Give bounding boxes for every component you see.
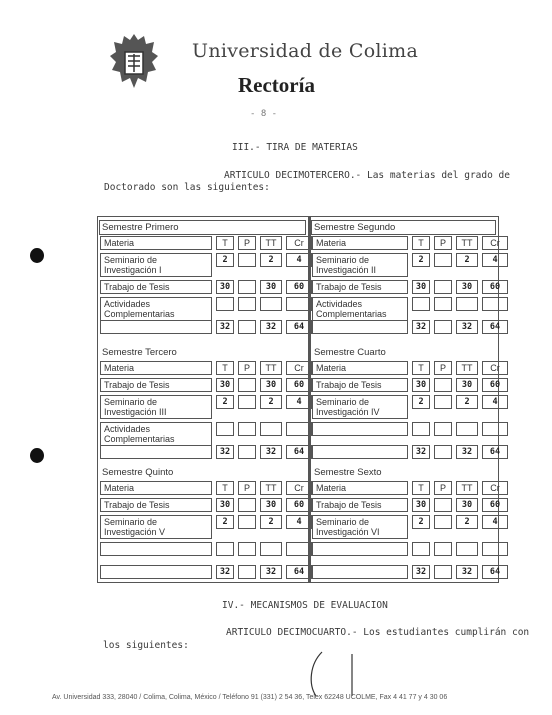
total-hours: 32 bbox=[456, 320, 478, 334]
column-header-cr: Cr bbox=[482, 481, 508, 495]
subject-name-line1: Trabajo de Tesis bbox=[316, 282, 382, 292]
subject-name-line2: Investigación V bbox=[104, 527, 166, 537]
office-title: Rectoría bbox=[238, 73, 315, 97]
credits: 60 bbox=[286, 378, 312, 392]
total-row-label bbox=[100, 320, 212, 334]
total-theory: 32 bbox=[216, 565, 234, 579]
hours-theory bbox=[412, 542, 430, 556]
subject-cell bbox=[100, 515, 212, 539]
column-header-materia: Materia bbox=[100, 481, 212, 495]
semester-title: Semestre Sexto bbox=[314, 467, 382, 478]
hours-theory: 2 bbox=[412, 515, 430, 529]
total-theory: 32 bbox=[412, 445, 430, 459]
hours-theory: 2 bbox=[216, 515, 234, 529]
credits: 4 bbox=[286, 395, 312, 409]
hours-practice bbox=[434, 253, 452, 267]
total-hours: 32 bbox=[456, 565, 478, 579]
hours-practice bbox=[238, 498, 256, 512]
subject-cell bbox=[312, 515, 408, 539]
credits bbox=[286, 542, 312, 556]
hours-theory: 30 bbox=[216, 498, 234, 512]
subject-cell bbox=[312, 253, 408, 277]
hours-total bbox=[260, 542, 282, 556]
total-theory: 32 bbox=[216, 320, 234, 334]
hours-total: 30 bbox=[260, 280, 282, 294]
hours-theory bbox=[412, 297, 430, 311]
hours-theory bbox=[412, 422, 430, 436]
column-header-p: P bbox=[238, 481, 256, 495]
column-header-materia: Materia bbox=[312, 481, 408, 495]
footer-address: Av. Universidad 333, 28040 / Colima, Colima, México / Teléfono 91 (331) 2 54 36, Telex 62248 UCOLME, Fax 4 41 77 y 4 30 06 bbox=[52, 694, 448, 701]
hours-practice bbox=[434, 422, 452, 436]
column-header-tt: TT bbox=[260, 481, 282, 495]
subject-name-line2: Investigación III bbox=[104, 407, 167, 417]
credits bbox=[286, 422, 312, 436]
total-row-label bbox=[312, 320, 408, 334]
hours-total: 30 bbox=[456, 280, 478, 294]
hours-theory bbox=[216, 542, 234, 556]
total-credits: 64 bbox=[482, 320, 508, 334]
total-hours: 32 bbox=[260, 445, 282, 459]
column-header-t: T bbox=[412, 236, 430, 250]
total-row-label bbox=[312, 565, 408, 579]
hours-total: 2 bbox=[456, 253, 478, 267]
subject-name-line1: Trabajo de Tesis bbox=[316, 380, 382, 390]
punch-hole bbox=[30, 448, 44, 463]
column-header-p: P bbox=[434, 361, 452, 375]
total-credits: 64 bbox=[286, 320, 312, 334]
article-14-line1: ARTICULO DECIMOCUARTO.- Los estudiantes cumplirán con bbox=[226, 627, 530, 638]
credits: 4 bbox=[482, 253, 508, 267]
hours-theory: 2 bbox=[216, 395, 234, 409]
subject-name-line2: Investigación IV bbox=[316, 407, 380, 417]
subject-name-line2: Complementarias bbox=[104, 434, 175, 444]
column-header-p: P bbox=[238, 236, 256, 250]
column-header-p: P bbox=[238, 361, 256, 375]
hours-theory: 30 bbox=[216, 378, 234, 392]
hours-theory: 30 bbox=[412, 378, 430, 392]
column-header-cr: Cr bbox=[286, 481, 312, 495]
subject-cell bbox=[100, 280, 212, 294]
column-header-p: P bbox=[434, 481, 452, 495]
subject-cell bbox=[100, 253, 212, 277]
credits: 4 bbox=[482, 515, 508, 529]
subject-cell bbox=[100, 542, 212, 556]
subject-cell bbox=[100, 378, 212, 392]
column-header-cr: Cr bbox=[286, 236, 312, 250]
hours-theory: 30 bbox=[412, 280, 430, 294]
column-header-tt: TT bbox=[456, 481, 478, 495]
credits bbox=[482, 542, 508, 556]
total-practice bbox=[434, 565, 452, 579]
hours-total bbox=[456, 422, 478, 436]
credits: 60 bbox=[482, 498, 508, 512]
column-header-materia: Materia bbox=[312, 361, 408, 375]
page-number: - 8 - bbox=[250, 109, 278, 119]
subject-name-line1: Seminario de bbox=[104, 255, 158, 265]
column-header-p: P bbox=[434, 236, 452, 250]
total-credits: 64 bbox=[286, 565, 312, 579]
subject-name-line1: Actividades bbox=[316, 299, 363, 309]
column-header-tt: TT bbox=[456, 361, 478, 375]
article-14-line2: los siguientes: bbox=[103, 640, 189, 651]
hours-total: 2 bbox=[456, 395, 478, 409]
hours-practice bbox=[434, 542, 452, 556]
punch-hole bbox=[30, 248, 44, 263]
section-iv-heading: IV.- MECANISMOS DE EVALUACION bbox=[222, 600, 388, 611]
hours-practice bbox=[238, 253, 256, 267]
subject-name-line1: Actividades bbox=[104, 299, 151, 309]
column-header-cr: Cr bbox=[482, 236, 508, 250]
hours-theory: 2 bbox=[412, 395, 430, 409]
hours-practice bbox=[238, 280, 256, 294]
total-credits: 64 bbox=[286, 445, 312, 459]
subject-name-line1: Seminario de bbox=[316, 517, 370, 527]
subject-cell bbox=[100, 422, 212, 446]
subject-name-line2: Investigación VI bbox=[316, 527, 380, 537]
subject-cell bbox=[312, 297, 408, 321]
subject-name-line1: Actividades bbox=[104, 424, 151, 434]
total-practice bbox=[434, 445, 452, 459]
subject-cell bbox=[312, 378, 408, 392]
subject-name-line2: Complementarias bbox=[316, 309, 387, 319]
hours-practice bbox=[238, 515, 256, 529]
column-header-tt: TT bbox=[260, 236, 282, 250]
semester-title-box bbox=[311, 220, 496, 235]
subject-cell bbox=[100, 498, 212, 512]
hours-total bbox=[456, 542, 478, 556]
column-header-cr: Cr bbox=[482, 361, 508, 375]
column-header-materia: Materia bbox=[100, 236, 212, 250]
subject-name-line1: Seminario de bbox=[104, 397, 158, 407]
credits: 60 bbox=[286, 280, 312, 294]
credits: 4 bbox=[286, 515, 312, 529]
semester-title: Semestre Tercero bbox=[102, 347, 177, 358]
credits: 4 bbox=[482, 395, 508, 409]
subject-name-line1: Trabajo de Tesis bbox=[104, 282, 170, 292]
semester-title: Semestre Quinto bbox=[102, 467, 174, 478]
hours-practice bbox=[238, 422, 256, 436]
hours-total: 30 bbox=[456, 378, 478, 392]
subject-name-line1: Seminario de bbox=[316, 255, 370, 265]
article-13-line2: Doctorado son las siguientes: bbox=[104, 182, 270, 193]
total-practice bbox=[238, 445, 256, 459]
hours-theory: 30 bbox=[216, 280, 234, 294]
hours-theory: 2 bbox=[216, 253, 234, 267]
column-header-materia: Materia bbox=[100, 361, 212, 375]
hours-theory: 2 bbox=[412, 253, 430, 267]
credits bbox=[482, 297, 508, 311]
total-hours: 32 bbox=[260, 565, 282, 579]
total-hours: 32 bbox=[260, 320, 282, 334]
hours-total bbox=[456, 297, 478, 311]
semester-title: Semestre Segundo bbox=[314, 222, 396, 233]
subject-name-line2: Complementarias bbox=[104, 309, 175, 319]
section-iii-heading: III.- TIRA DE MATERIAS bbox=[232, 142, 358, 153]
total-theory: 32 bbox=[412, 565, 430, 579]
semester-title: Semestre Primero bbox=[102, 222, 179, 233]
column-header-t: T bbox=[216, 481, 234, 495]
hours-total bbox=[260, 297, 282, 311]
hours-total: 2 bbox=[260, 253, 282, 267]
subject-name-line1: Trabajo de Tesis bbox=[316, 500, 382, 510]
hours-practice bbox=[238, 378, 256, 392]
column-header-t: T bbox=[412, 361, 430, 375]
hours-theory bbox=[216, 297, 234, 311]
hours-total: 2 bbox=[456, 515, 478, 529]
total-row-label bbox=[100, 445, 212, 459]
credits: 60 bbox=[482, 280, 508, 294]
hours-practice bbox=[434, 395, 452, 409]
hours-theory: 30 bbox=[412, 498, 430, 512]
total-theory: 32 bbox=[412, 320, 430, 334]
subject-cell bbox=[312, 498, 408, 512]
semester-title-box bbox=[99, 220, 306, 235]
university-seal-logo bbox=[108, 32, 160, 94]
article-13-line1: ARTICULO DECIMOTERCERO.- Las materias del grado de bbox=[224, 170, 510, 181]
subject-name-line1: Trabajo de Tesis bbox=[104, 380, 170, 390]
column-header-t: T bbox=[412, 481, 430, 495]
column-header-t: T bbox=[216, 361, 234, 375]
credits: 60 bbox=[286, 498, 312, 512]
hours-practice bbox=[238, 542, 256, 556]
total-credits: 64 bbox=[482, 445, 508, 459]
hours-practice bbox=[434, 280, 452, 294]
subject-cell bbox=[312, 542, 408, 556]
hours-total: 30 bbox=[260, 498, 282, 512]
total-theory: 32 bbox=[216, 445, 234, 459]
total-practice bbox=[434, 320, 452, 334]
subject-name-line1: Seminario de bbox=[104, 517, 158, 527]
hours-total: 30 bbox=[260, 378, 282, 392]
subject-cell bbox=[312, 422, 408, 436]
hours-practice bbox=[238, 297, 256, 311]
hours-practice bbox=[434, 515, 452, 529]
column-header-tt: TT bbox=[260, 361, 282, 375]
hours-practice bbox=[434, 498, 452, 512]
column-header-cr: Cr bbox=[286, 361, 312, 375]
signature-mark bbox=[300, 650, 370, 698]
total-row-label bbox=[100, 565, 212, 579]
hours-practice bbox=[434, 378, 452, 392]
university-name: Universidad de Colima bbox=[192, 40, 419, 62]
subject-cell bbox=[100, 395, 212, 419]
credits bbox=[482, 422, 508, 436]
column-header-tt: TT bbox=[456, 236, 478, 250]
subject-cell bbox=[312, 395, 408, 419]
subject-name-line1: Seminario de bbox=[316, 397, 370, 407]
hours-total: 2 bbox=[260, 515, 282, 529]
hours-practice bbox=[434, 297, 452, 311]
column-header-t: T bbox=[216, 236, 234, 250]
subject-name-line1: Trabajo de Tesis bbox=[104, 500, 170, 510]
total-credits: 64 bbox=[482, 565, 508, 579]
total-hours: 32 bbox=[456, 445, 478, 459]
hours-practice bbox=[238, 395, 256, 409]
column-header-materia: Materia bbox=[312, 236, 408, 250]
subject-cell bbox=[312, 280, 408, 294]
subject-name-line2: Investigación I bbox=[104, 265, 162, 275]
credits: 60 bbox=[482, 378, 508, 392]
total-row-label bbox=[312, 445, 408, 459]
semester-title: Semestre Cuarto bbox=[314, 347, 386, 358]
hours-total bbox=[260, 422, 282, 436]
credits bbox=[286, 297, 312, 311]
total-practice bbox=[238, 320, 256, 334]
credits: 4 bbox=[286, 253, 312, 267]
subject-name-line2: Investigación II bbox=[316, 265, 377, 275]
total-practice bbox=[238, 565, 256, 579]
hours-total: 2 bbox=[260, 395, 282, 409]
hours-total: 30 bbox=[456, 498, 478, 512]
subject-cell bbox=[100, 297, 212, 321]
hours-theory bbox=[216, 422, 234, 436]
